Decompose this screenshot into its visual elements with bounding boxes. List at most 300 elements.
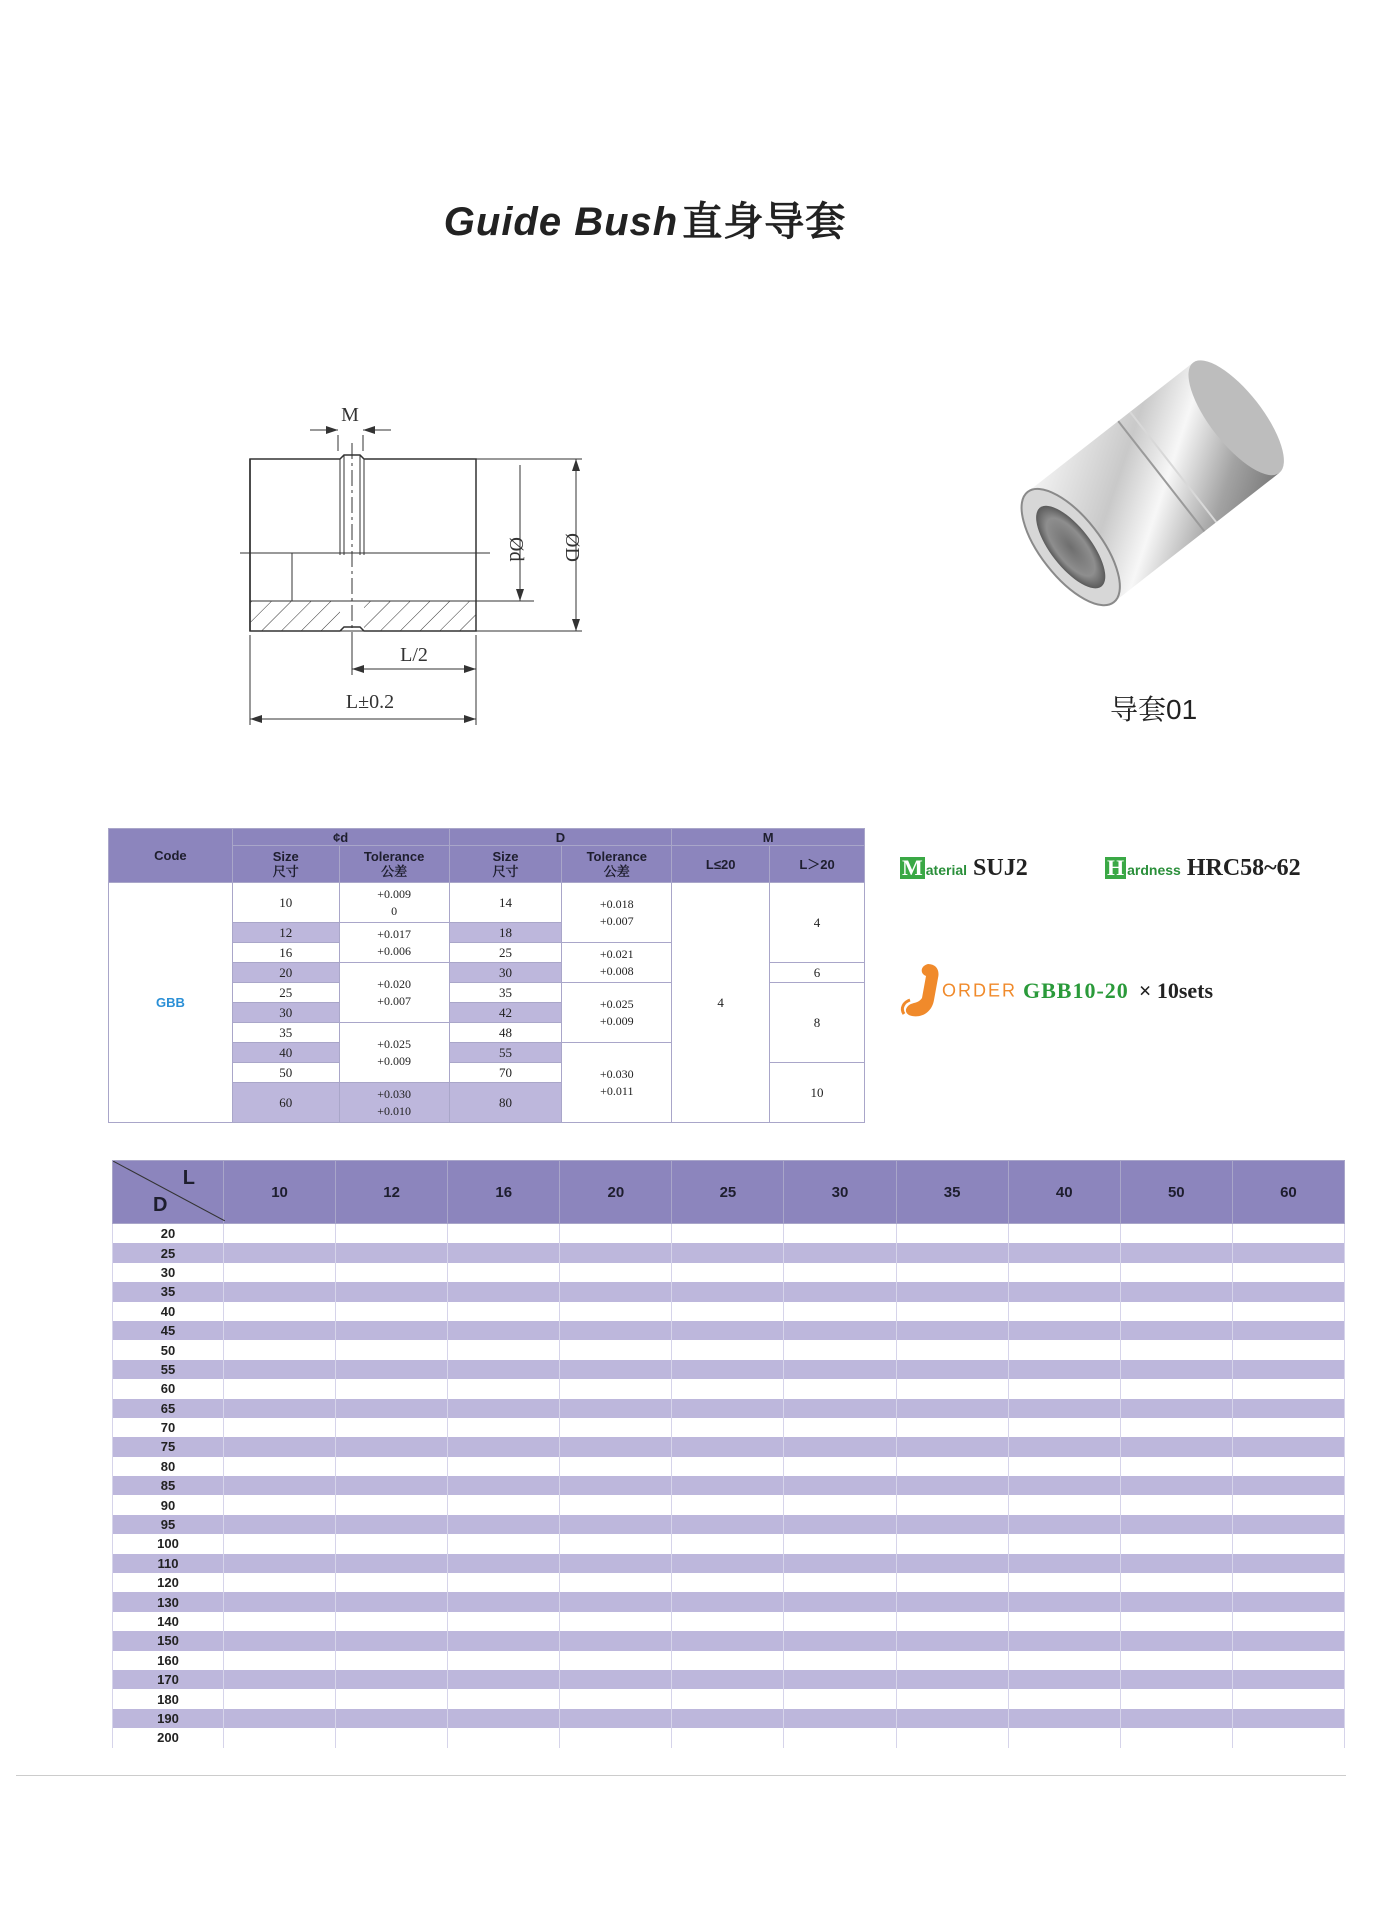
matrix-cell <box>896 1302 1008 1321</box>
d-tol-cell: +0.030 +0.010 <box>339 1083 449 1123</box>
corner-L: L <box>182 1167 195 1189</box>
matrix-cell <box>1120 1360 1232 1379</box>
header-D-group: D <box>449 829 672 846</box>
matrix-cell <box>672 1476 784 1495</box>
matrix-cell <box>1120 1573 1232 1592</box>
matrix-row <box>113 1709 1345 1728</box>
matrix-cell <box>448 1728 560 1747</box>
matrix-row-label: 75 <box>113 1437 224 1456</box>
d-size-cell: 50 <box>232 1063 339 1083</box>
matrix-cell <box>1120 1437 1232 1456</box>
material-label: aterial <box>925 862 968 878</box>
matrix-cell <box>784 1728 896 1747</box>
order-qty: × 10sets <box>1138 978 1214 1003</box>
matrix-cell <box>336 1263 448 1282</box>
matrix-cell <box>336 1224 448 1244</box>
matrix-cell <box>1008 1573 1120 1592</box>
matrix-cell <box>560 1263 672 1282</box>
matrix-cell <box>784 1592 896 1611</box>
matrix-cell <box>672 1437 784 1456</box>
matrix-cell <box>784 1495 896 1514</box>
matrix-cell <box>336 1689 448 1708</box>
matrix-cell <box>1120 1689 1232 1708</box>
matrix-cell <box>448 1689 560 1708</box>
matrix-cell <box>224 1418 336 1437</box>
matrix-cell <box>672 1457 784 1476</box>
matrix-cell <box>560 1379 672 1398</box>
title-en: Guide Bush <box>443 200 679 244</box>
matrix-cell <box>448 1418 560 1437</box>
matrix-cell <box>672 1534 784 1553</box>
bottom-rule <box>16 1775 1346 1776</box>
matrix-cell <box>672 1495 784 1514</box>
matrix-row-label: 160 <box>113 1651 224 1670</box>
matrix-cell <box>1232 1592 1344 1611</box>
matrix-cell <box>448 1263 560 1282</box>
matrix-row <box>113 1612 1345 1631</box>
matrix-cell <box>224 1360 336 1379</box>
D-size-cell: 30 <box>449 963 562 983</box>
matrix-row-label: 190 <box>113 1709 224 1728</box>
matrix-cell <box>672 1515 784 1534</box>
matrix-cell <box>560 1670 672 1689</box>
matrix-cell <box>672 1263 784 1282</box>
matrix-cell <box>336 1534 448 1553</box>
matrix-cell <box>1008 1418 1120 1437</box>
matrix-cell <box>224 1689 336 1708</box>
matrix-cell <box>1232 1437 1344 1456</box>
m-gt20-cell: 8 <box>770 983 865 1063</box>
matrix-col-header: 50 <box>1120 1161 1232 1224</box>
matrix-row-label: 70 <box>113 1418 224 1437</box>
matrix-cell <box>336 1476 448 1495</box>
order-example <box>898 960 1213 1022</box>
matrix-cell <box>1120 1612 1232 1631</box>
d-size-cell: 10 <box>232 883 339 923</box>
matrix-cell <box>224 1224 336 1244</box>
matrix-cell <box>1008 1612 1120 1631</box>
D-size-cell: 55 <box>449 1043 562 1063</box>
matrix-row <box>113 1515 1345 1534</box>
matrix-row-label: 60 <box>113 1379 224 1398</box>
matrix-row-label: 40 <box>113 1302 224 1321</box>
d-size-cell: 60 <box>232 1083 339 1123</box>
D-tol-cell: +0.025 +0.009 <box>562 983 672 1043</box>
D-size-cell: 70 <box>449 1063 562 1083</box>
matrix-cell <box>1008 1592 1120 1611</box>
matrix-cell <box>560 1457 672 1476</box>
matrix-row-label: 120 <box>113 1573 224 1592</box>
matrix-cell <box>1008 1399 1120 1418</box>
matrix-cell <box>336 1631 448 1650</box>
matrix-cell <box>672 1573 784 1592</box>
matrix-cell <box>448 1592 560 1611</box>
matrix-cell <box>224 1573 336 1592</box>
matrix-row <box>113 1282 1345 1301</box>
matrix-cell <box>336 1728 448 1747</box>
matrix-col-header: 35 <box>896 1161 1008 1224</box>
matrix-col-header: 60 <box>1232 1161 1344 1224</box>
matrix-cell <box>1120 1515 1232 1534</box>
matrix-row <box>113 1243 1345 1262</box>
matrix-cell <box>896 1709 1008 1728</box>
matrix-row-label: 30 <box>113 1263 224 1282</box>
matrix-cell <box>896 1534 1008 1553</box>
matrix-row-label: 80 <box>113 1457 224 1476</box>
matrix-cell <box>224 1709 336 1728</box>
matrix-cell <box>784 1573 896 1592</box>
matrix-cell <box>896 1457 1008 1476</box>
matrix-cell <box>560 1476 672 1495</box>
header-D-tolerance: Tolerance 公差 <box>562 846 672 883</box>
matrix-cell <box>448 1321 560 1340</box>
matrix-col-header: 30 <box>784 1161 896 1224</box>
matrix-cell <box>896 1340 1008 1359</box>
matrix-cell <box>1008 1302 1120 1321</box>
matrix-cell <box>896 1437 1008 1456</box>
matrix-cell <box>224 1243 336 1262</box>
matrix-cell <box>1120 1379 1232 1398</box>
matrix-cell <box>784 1282 896 1301</box>
matrix-cell <box>1120 1321 1232 1340</box>
code-cell: GBB <box>109 883 233 1123</box>
matrix-cell <box>896 1224 1008 1244</box>
matrix-cell <box>896 1515 1008 1534</box>
matrix-cell <box>672 1612 784 1631</box>
hardness-initial: H <box>1107 855 1125 880</box>
matrix-cell <box>672 1418 784 1437</box>
matrix-cell <box>672 1670 784 1689</box>
matrix-cell <box>336 1573 448 1592</box>
matrix-cell <box>1008 1263 1120 1282</box>
matrix-cell <box>336 1340 448 1359</box>
matrix-cell <box>224 1476 336 1495</box>
matrix-cell <box>784 1379 896 1398</box>
matrix-cell <box>448 1709 560 1728</box>
matrix-cell <box>1232 1243 1344 1262</box>
matrix-cell <box>448 1340 560 1359</box>
matrix-cell <box>784 1243 896 1262</box>
header-d-group: ¢d <box>232 829 449 846</box>
matrix-row-label: 35 <box>113 1282 224 1301</box>
matrix-cell <box>1232 1476 1344 1495</box>
matrix-cell <box>1120 1631 1232 1650</box>
material-value: SUJ2 <box>973 855 1028 881</box>
matrix-cell <box>1120 1495 1232 1514</box>
d-size-cell: 35 <box>232 1023 339 1043</box>
matrix-cell <box>336 1670 448 1689</box>
matrix-cell <box>896 1728 1008 1747</box>
matrix-row <box>113 1263 1345 1282</box>
matrix-cell <box>1008 1224 1120 1244</box>
matrix-cell <box>560 1709 672 1728</box>
matrix-cell <box>448 1670 560 1689</box>
D-size-cell: 14 <box>449 883 562 923</box>
matrix-cell <box>672 1651 784 1670</box>
matrix-cell <box>1120 1554 1232 1573</box>
matrix-cell <box>336 1399 448 1418</box>
matrix-cell <box>1120 1709 1232 1728</box>
matrix-cell <box>448 1302 560 1321</box>
matrix-row <box>113 1573 1345 1592</box>
matrix-cell <box>448 1437 560 1456</box>
matrix-cell <box>560 1592 672 1611</box>
material-initial: M <box>902 855 923 880</box>
matrix-cell <box>336 1379 448 1398</box>
matrix-cell <box>672 1224 784 1244</box>
D-size-cell: 80 <box>449 1083 562 1123</box>
matrix-cell <box>560 1689 672 1708</box>
matrix-cell <box>224 1670 336 1689</box>
matrix-cell <box>1232 1554 1344 1573</box>
m-label: M <box>341 404 359 426</box>
matrix-cell <box>448 1612 560 1631</box>
D-tol-cell: +0.021 +0.008 <box>562 943 672 983</box>
matrix-cell <box>336 1612 448 1631</box>
matrix-cell <box>784 1321 896 1340</box>
matrix-cell <box>784 1360 896 1379</box>
matrix-cell <box>1008 1728 1120 1747</box>
matrix-cell <box>1008 1709 1120 1728</box>
matrix-cell <box>784 1437 896 1456</box>
matrix-cell <box>560 1340 672 1359</box>
matrix-cell <box>896 1554 1008 1573</box>
matrix-row-label: 90 <box>113 1495 224 1514</box>
matrix-cell <box>896 1495 1008 1514</box>
matrix-row-label: 170 <box>113 1670 224 1689</box>
matrix-row <box>113 1670 1345 1689</box>
order-code: GBB10-20 <box>1023 978 1129 1003</box>
D-size-cell: 48 <box>449 1023 562 1043</box>
matrix-cell <box>1232 1321 1344 1340</box>
matrix-cell <box>896 1670 1008 1689</box>
matrix-cell <box>560 1612 672 1631</box>
matrix-cell <box>784 1709 896 1728</box>
d-size-cell: 40 <box>232 1043 339 1063</box>
matrix-cell <box>1232 1263 1344 1282</box>
header-code: Code <box>109 829 233 883</box>
matrix-row <box>113 1651 1345 1670</box>
matrix-cell <box>784 1631 896 1650</box>
matrix-cell <box>1232 1399 1344 1418</box>
D-tol-cell: +0.030 +0.011 <box>562 1043 672 1123</box>
matrix-row <box>113 1340 1345 1359</box>
matrix-cell <box>1120 1399 1232 1418</box>
material-info <box>900 855 1028 882</box>
matrix-cell <box>1008 1282 1120 1301</box>
matrix-cell <box>224 1631 336 1650</box>
matrix-cell <box>1120 1282 1232 1301</box>
d-outer-label: ØD <box>561 533 583 562</box>
matrix-cell <box>1232 1631 1344 1650</box>
matrix-cell <box>1008 1554 1120 1573</box>
matrix-cell <box>1120 1457 1232 1476</box>
matrix-cell <box>784 1612 896 1631</box>
matrix-col-header: 10 <box>224 1161 336 1224</box>
matrix-cell <box>448 1360 560 1379</box>
d-tol-cell: +0.020 +0.007 <box>339 963 449 1023</box>
matrix-row <box>113 1437 1345 1456</box>
matrix-cell <box>336 1515 448 1534</box>
matrix-cell <box>1008 1495 1120 1514</box>
m-gt20-cell: 6 <box>770 963 865 983</box>
matrix-cell <box>672 1243 784 1262</box>
header-m-le20: L≤20 <box>672 846 770 883</box>
matrix-cell <box>1008 1515 1120 1534</box>
hardness-label: ardness <box>1127 862 1181 878</box>
matrix-cell <box>560 1554 672 1573</box>
matrix-cell <box>224 1457 336 1476</box>
matrix-cell <box>1008 1243 1120 1262</box>
matrix-cell <box>224 1612 336 1631</box>
matrix-cell <box>1120 1534 1232 1553</box>
header-d-size: Size 尺寸 <box>232 846 339 883</box>
matrix-row-label: 65 <box>113 1399 224 1418</box>
matrix-corner <box>113 1161 224 1224</box>
matrix-cell <box>1008 1534 1120 1553</box>
matrix-cell <box>896 1321 1008 1340</box>
matrix-row-label: 100 <box>113 1534 224 1553</box>
matrix-cell <box>784 1534 896 1553</box>
header-D-size: Size 尺寸 <box>449 846 562 883</box>
matrix-row <box>113 1689 1345 1708</box>
matrix-cell <box>672 1321 784 1340</box>
matrix-row <box>113 1224 1345 1244</box>
matrix-cell <box>1008 1651 1120 1670</box>
matrix-cell <box>560 1399 672 1418</box>
matrix-row <box>113 1360 1345 1379</box>
matrix-cell <box>336 1709 448 1728</box>
matrix-row-label: 95 <box>113 1515 224 1534</box>
matrix-cell <box>784 1476 896 1495</box>
matrix-cell <box>1008 1631 1120 1650</box>
matrix-cell <box>448 1243 560 1262</box>
matrix-cell <box>1232 1534 1344 1553</box>
matrix-cell <box>336 1495 448 1514</box>
matrix-row-label: 20 <box>113 1224 224 1244</box>
matrix-row <box>113 1495 1345 1514</box>
matrix-cell <box>448 1282 560 1301</box>
matrix-cell <box>336 1651 448 1670</box>
guide-bush-photo <box>1010 350 1340 670</box>
D-tol-cell: +0.018 +0.007 <box>562 883 672 943</box>
matrix-cell <box>1232 1689 1344 1708</box>
matrix-cell <box>1120 1592 1232 1611</box>
matrix-cell <box>1008 1670 1120 1689</box>
matrix-row <box>113 1418 1345 1437</box>
matrix-row-label: 45 <box>113 1321 224 1340</box>
matrix-row <box>113 1534 1345 1553</box>
corner-D: D <box>153 1194 168 1216</box>
matrix-cell <box>448 1651 560 1670</box>
matrix-cell <box>1232 1515 1344 1534</box>
matrix-cell <box>448 1476 560 1495</box>
matrix-cell <box>784 1399 896 1418</box>
matrix-cell <box>560 1651 672 1670</box>
technical-drawing <box>220 395 740 775</box>
matrix-cell <box>1120 1728 1232 1747</box>
matrix-cell <box>336 1437 448 1456</box>
matrix-cell <box>672 1379 784 1398</box>
matrix-cell <box>784 1670 896 1689</box>
hardness-info <box>1105 855 1301 882</box>
matrix-row <box>113 1399 1345 1418</box>
matrix-cell <box>1008 1360 1120 1379</box>
matrix-cell <box>560 1437 672 1456</box>
matrix-cell <box>1120 1243 1232 1262</box>
matrix-cell <box>896 1592 1008 1611</box>
matrix-cell <box>784 1263 896 1282</box>
matrix-cell <box>448 1573 560 1592</box>
matrix-cell <box>560 1321 672 1340</box>
matrix-cell <box>560 1224 672 1244</box>
page-title <box>0 190 1290 247</box>
matrix-row <box>113 1457 1345 1476</box>
matrix-col-header: 40 <box>1008 1161 1120 1224</box>
matrix-cell <box>672 1709 784 1728</box>
matrix-cell <box>1232 1728 1344 1747</box>
matrix-cell <box>224 1399 336 1418</box>
matrix-cell <box>224 1515 336 1534</box>
matrix-cell <box>224 1728 336 1747</box>
matrix-cell <box>224 1495 336 1514</box>
title-cn: 直身导套 <box>682 200 847 244</box>
d-size-cell: 20 <box>232 963 339 983</box>
matrix-cell <box>1232 1379 1344 1398</box>
matrix-col-header: 20 <box>560 1161 672 1224</box>
matrix-cell <box>784 1457 896 1476</box>
matrix-row <box>113 1302 1345 1321</box>
matrix-cell <box>896 1282 1008 1301</box>
matrix-cell <box>896 1263 1008 1282</box>
d-inner-label: Ød <box>505 537 527 562</box>
matrix-cell <box>224 1302 336 1321</box>
D-size-cell: 42 <box>449 1003 562 1023</box>
matrix-cell <box>672 1554 784 1573</box>
matrix-cell <box>672 1340 784 1359</box>
matrix-cell <box>1120 1418 1232 1437</box>
matrix-cell <box>336 1360 448 1379</box>
matrix-cell <box>672 1592 784 1611</box>
matrix-cell <box>336 1592 448 1611</box>
corner-diagonal <box>113 1161 225 1221</box>
matrix-cell <box>336 1302 448 1321</box>
matrix-row-label: 150 <box>113 1631 224 1650</box>
matrix-cell <box>896 1418 1008 1437</box>
matrix-cell <box>672 1360 784 1379</box>
header-d-tolerance: Tolerance 公差 <box>339 846 449 883</box>
matrix-cell <box>560 1534 672 1553</box>
matrix-cell <box>224 1554 336 1573</box>
matrix-col-header: 16 <box>448 1161 560 1224</box>
matrix-cell <box>1120 1651 1232 1670</box>
matrix-cell <box>1008 1457 1120 1476</box>
matrix-cell <box>560 1515 672 1534</box>
matrix-cell <box>784 1418 896 1437</box>
matrix-cell <box>224 1651 336 1670</box>
matrix-row-label: 110 <box>113 1554 224 1573</box>
matrix-cell <box>896 1573 1008 1592</box>
matrix-cell <box>336 1243 448 1262</box>
matrix-cell <box>224 1282 336 1301</box>
matrix-row <box>113 1476 1345 1495</box>
matrix-cell <box>1120 1302 1232 1321</box>
length-diameter-matrix <box>112 1160 1345 1748</box>
matrix-cell <box>448 1457 560 1476</box>
d-size-cell: 12 <box>232 923 339 943</box>
matrix-cell <box>896 1631 1008 1650</box>
matrix-cell <box>224 1592 336 1611</box>
